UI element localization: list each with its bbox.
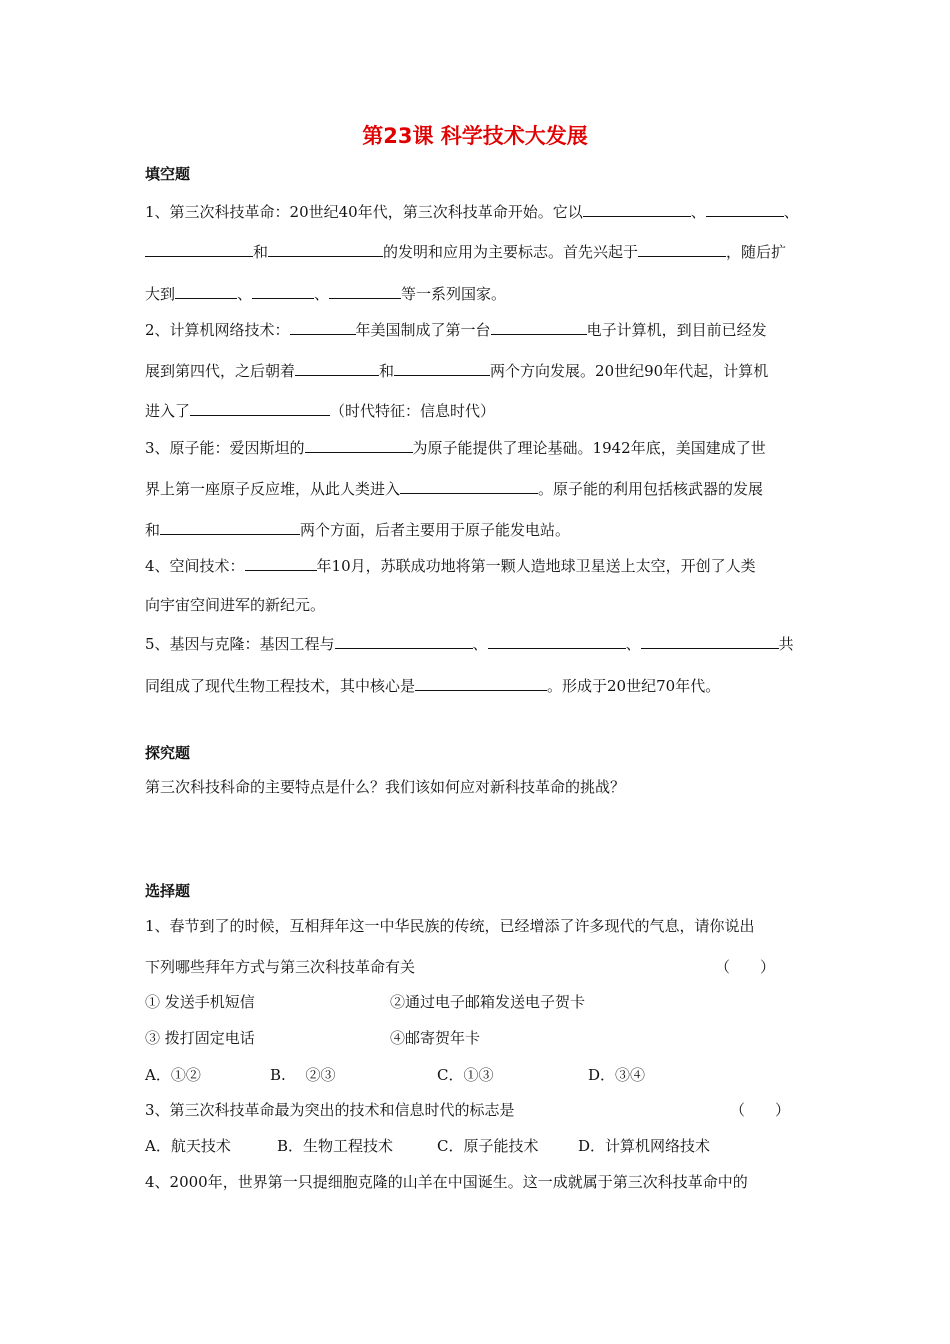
blank: [252, 282, 314, 299]
blank: [329, 282, 401, 299]
answer-parentheses: （ ）: [730, 1101, 791, 1119]
text: （时代特征：信息时代）: [330, 402, 496, 420]
text: 4、空间技术：: [145, 557, 245, 575]
choice-q1-item-2: ②通过电子邮箱发送电子贺卡: [390, 993, 586, 1011]
fill-q5-line1: [145, 632, 794, 654]
text: 3、原子能：爱因斯坦的: [145, 439, 305, 457]
text: 界上第一座原子反应堆，从此人类进入: [145, 480, 401, 498]
fill-q4-line2: 向宇宙空间进军的新纪元。: [145, 596, 326, 614]
choice-q1-option-b: B. ②③: [270, 1066, 336, 1084]
blank: [245, 554, 317, 571]
text: 电子计算机，到目前已经发: [586, 321, 767, 339]
blank: [706, 200, 784, 217]
choice-q1-line1: 1、春节到了的时候，互相拜年这一中华民族的传统，已经增添了许多现代的气息，请你说出: [145, 917, 755, 935]
choice-q3-line1: 3、第三次科技革命最为突出的技术和信息时代的标志是: [145, 1101, 515, 1119]
text: 、: [625, 635, 641, 653]
fill-q2-line2: [145, 359, 768, 381]
section-heading-choice: 选择题: [145, 882, 191, 900]
choice-q1-option-d: D．③④: [588, 1066, 646, 1084]
blank: [583, 200, 691, 217]
text: 为原子能提供了理论基础。1942年底，美国建成了世: [412, 439, 766, 457]
text: 2、计算机网络技术：: [145, 321, 290, 339]
text: ，随后扩: [726, 243, 787, 261]
text: 等一系列国家。: [401, 285, 507, 303]
fill-q3-line1: [145, 436, 766, 458]
text: 进入了: [145, 402, 191, 420]
text: 年美国制成了第一台: [355, 321, 491, 339]
blank: [638, 240, 726, 257]
text: 。原子能的利用包括核武器的发展: [538, 480, 764, 498]
blank: [641, 632, 779, 649]
choice-q4-line1: 4、2000年，世界第一只提细胞克隆的山羊在中国诞生。这一成就属于第三次科技革命中的: [145, 1173, 748, 1191]
fill-q3-line2: [145, 477, 763, 499]
text: 共: [778, 635, 794, 653]
fill-q1-line3: [145, 282, 506, 304]
blank: [305, 436, 413, 453]
section-heading-explore: 探究题: [145, 744, 191, 762]
blank: [175, 282, 237, 299]
text: 、: [472, 635, 488, 653]
fill-q1-line2: [145, 240, 786, 262]
text: 、: [237, 285, 253, 303]
fill-q3-line3: [145, 518, 570, 540]
answer-parentheses: （ ）: [715, 958, 776, 976]
text: 、: [783, 203, 799, 221]
text: 5、基因与克隆：基因工程与: [145, 635, 335, 653]
blank: [295, 359, 379, 376]
choice-q3-option-a: A．航天技术: [145, 1137, 231, 1155]
fill-q5-line2: [145, 674, 720, 696]
blank: [491, 318, 587, 335]
text: 和: [145, 521, 161, 539]
choice-q3-option-b: B．生物工程技术: [277, 1137, 394, 1155]
fill-q1-line1: [145, 200, 799, 222]
blank: [268, 240, 383, 257]
text: 年10月，苏联成功地将第一颗人造地球卫星送上太空，开创了人类: [316, 557, 756, 575]
choice-q3-option-d: D．计算机网络技术: [578, 1137, 711, 1155]
text: 、: [690, 203, 706, 221]
choice-q1-option-a: A．①②: [145, 1066, 201, 1084]
section-heading-fill: 填空题: [145, 165, 191, 183]
page-title: 第23课 科学技术大发展: [362, 124, 588, 148]
blank: [394, 359, 490, 376]
text: 。形成于20世纪70年代。: [547, 677, 721, 695]
blank: [145, 240, 253, 257]
fill-q4-line1: [145, 554, 756, 576]
explore-question: 第三次科技科命的主要特点是什么？我们该如何应对新科技革命的挑战？: [145, 778, 626, 796]
text: 、: [314, 285, 330, 303]
blank: [415, 674, 547, 691]
text: 和: [253, 243, 269, 261]
choice-q1-item-4: ④邮寄贺年卡: [390, 1029, 481, 1047]
blank: [335, 632, 473, 649]
choice-q1-line2: 下列哪些拜年方式与第三次科技革命有关: [145, 958, 416, 976]
text: 展到第四代，之后朝着: [145, 362, 296, 380]
blank: [488, 632, 626, 649]
text: 两个方面，后者主要用于原子能发电站。: [300, 521, 571, 539]
text: 大到: [145, 285, 176, 303]
text: 两个方向发展。20世纪90年代起，计算机: [490, 362, 769, 380]
blank: [190, 399, 330, 416]
choice-q1-item-1: ① 发送手机短信: [145, 993, 255, 1011]
choice-q1-option-c: C．①③: [437, 1066, 494, 1084]
text: 同组成了现代生物工程技术，其中核心是: [145, 677, 416, 695]
text: 的发明和应用为主要标志。首先兴起于: [383, 243, 639, 261]
blank: [290, 318, 356, 335]
text: 和: [379, 362, 395, 380]
fill-q2-line1: [145, 318, 767, 340]
choice-q1-item-3: ③ 拨打固定电话: [145, 1029, 255, 1047]
choice-q3-option-c: C．原子能技术: [437, 1137, 539, 1155]
blank: [160, 518, 300, 535]
text: 1、第三次科技革命：20世纪40年代，第三次科技革命开始。它以: [145, 203, 583, 221]
blank: [400, 477, 538, 494]
fill-q2-line3: [145, 399, 495, 421]
